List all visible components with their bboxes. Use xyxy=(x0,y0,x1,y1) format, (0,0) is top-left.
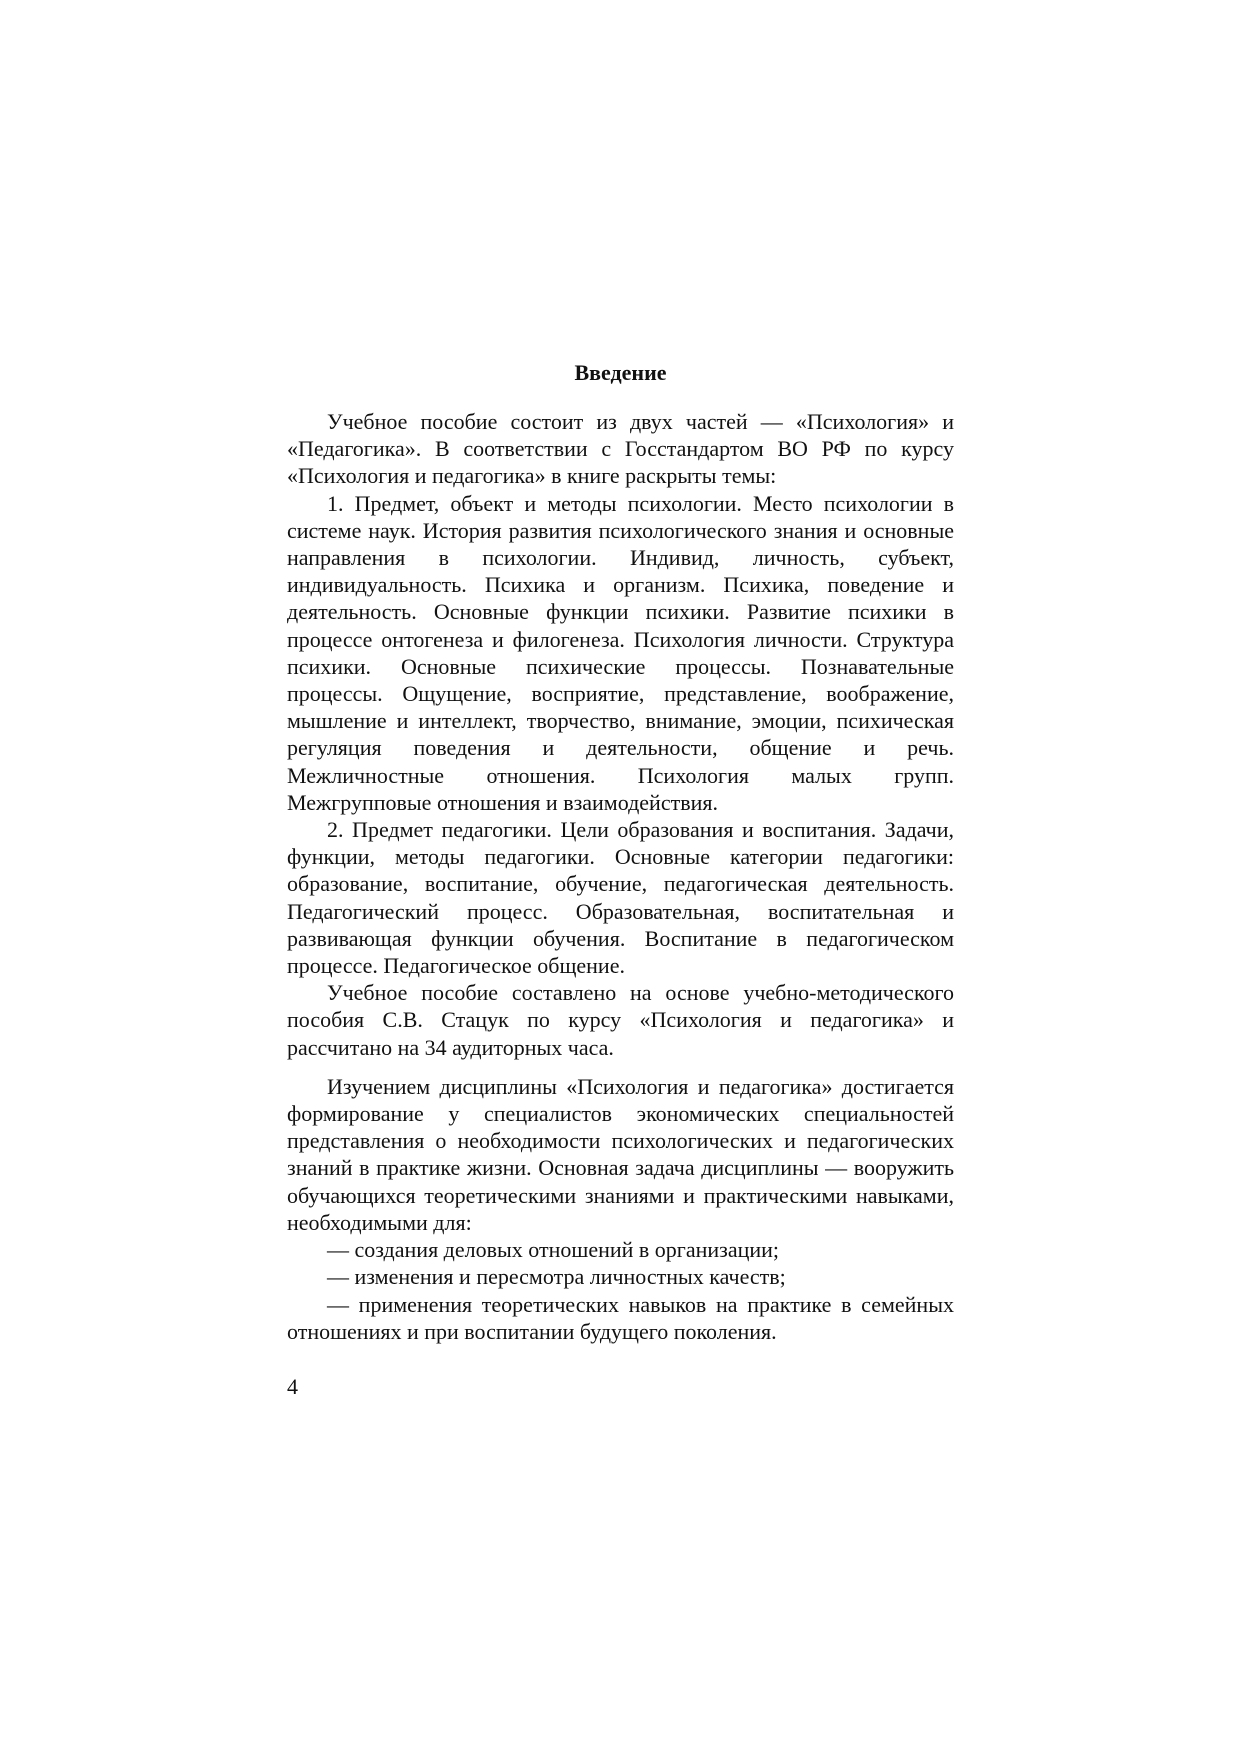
paragraph-goals: Изучением дисциплины «Психология и педагогика» достигается формирование у специалистов экономических специальностей представления о необходимости психологических и педагогических знаний в практике жизни. Основная задача дисциплины — вооружить обучающихся теоретическими знаниями и практическими навыками, необходимыми для: xyxy=(287,1073,954,1235)
page-content xyxy=(287,358,954,1345)
list-item-personal-qualities: — изменения и пересмотра личностных качеств; xyxy=(327,1264,786,1290)
paragraph-topic-pedagogy: 2. Предмет педагогики. Цели образования и воспитания. Задачи, функции, методы педагогики. Основные категории педагогики: образование, воспитание, обучение, педагогическая деятельность. Педагогический процесс. Образовательная, воспитательная и развивающая функции обучения. Воспитание в педагогическом процессе. Педагогическое общение. xyxy=(287,817,954,979)
paragraph-basis: Учебное пособие составлено на основе учебно-методического пособия С.В. Стацук по курсу «Психология и педагогика» и рассчитано на 34 аудиторных часа. xyxy=(287,980,954,1060)
section-heading: Введение xyxy=(574,360,667,385)
paragraph-topic-psychology: 1. Предмет, объект и методы психологии. Место психологии в системе наук. История развития психологического знания и основные направления в психологии. Индивид, личность, субъект, индивидуальность. Психика и организм. Психика, поведение и деятельность. Основные функции психики. Развитие психики в процессе онтогенеза и филогенеза. Психология личности. Структура психики. Основные психические процессы. Познавательные процессы. Ощущение, восприятие, представление, воображение, мышление и интеллект, творчество, внимание, эмоции, психическая регуляция поведения и деятельности, общение и речь. Межличностные отношения. Психология малых групп. Межгрупповые отношения и взаимодействия. xyxy=(287,490,954,815)
page-number: 4 xyxy=(287,1374,298,1399)
list-item-practice-application: — применения теоретических навыков на практике в семейных отношениях и при воспитании будущего поколения. xyxy=(287,1291,954,1344)
paragraph-intro: Учебное пособие состоит из двух частей — «Психология» и «Педагогика». В соответствии с Госстандартом ВО РФ по курсу «Психология и педагогика» в книге раскрыты темы: xyxy=(287,409,954,489)
list-item-business-relations: — создания деловых отношений в организации; xyxy=(327,1237,780,1263)
